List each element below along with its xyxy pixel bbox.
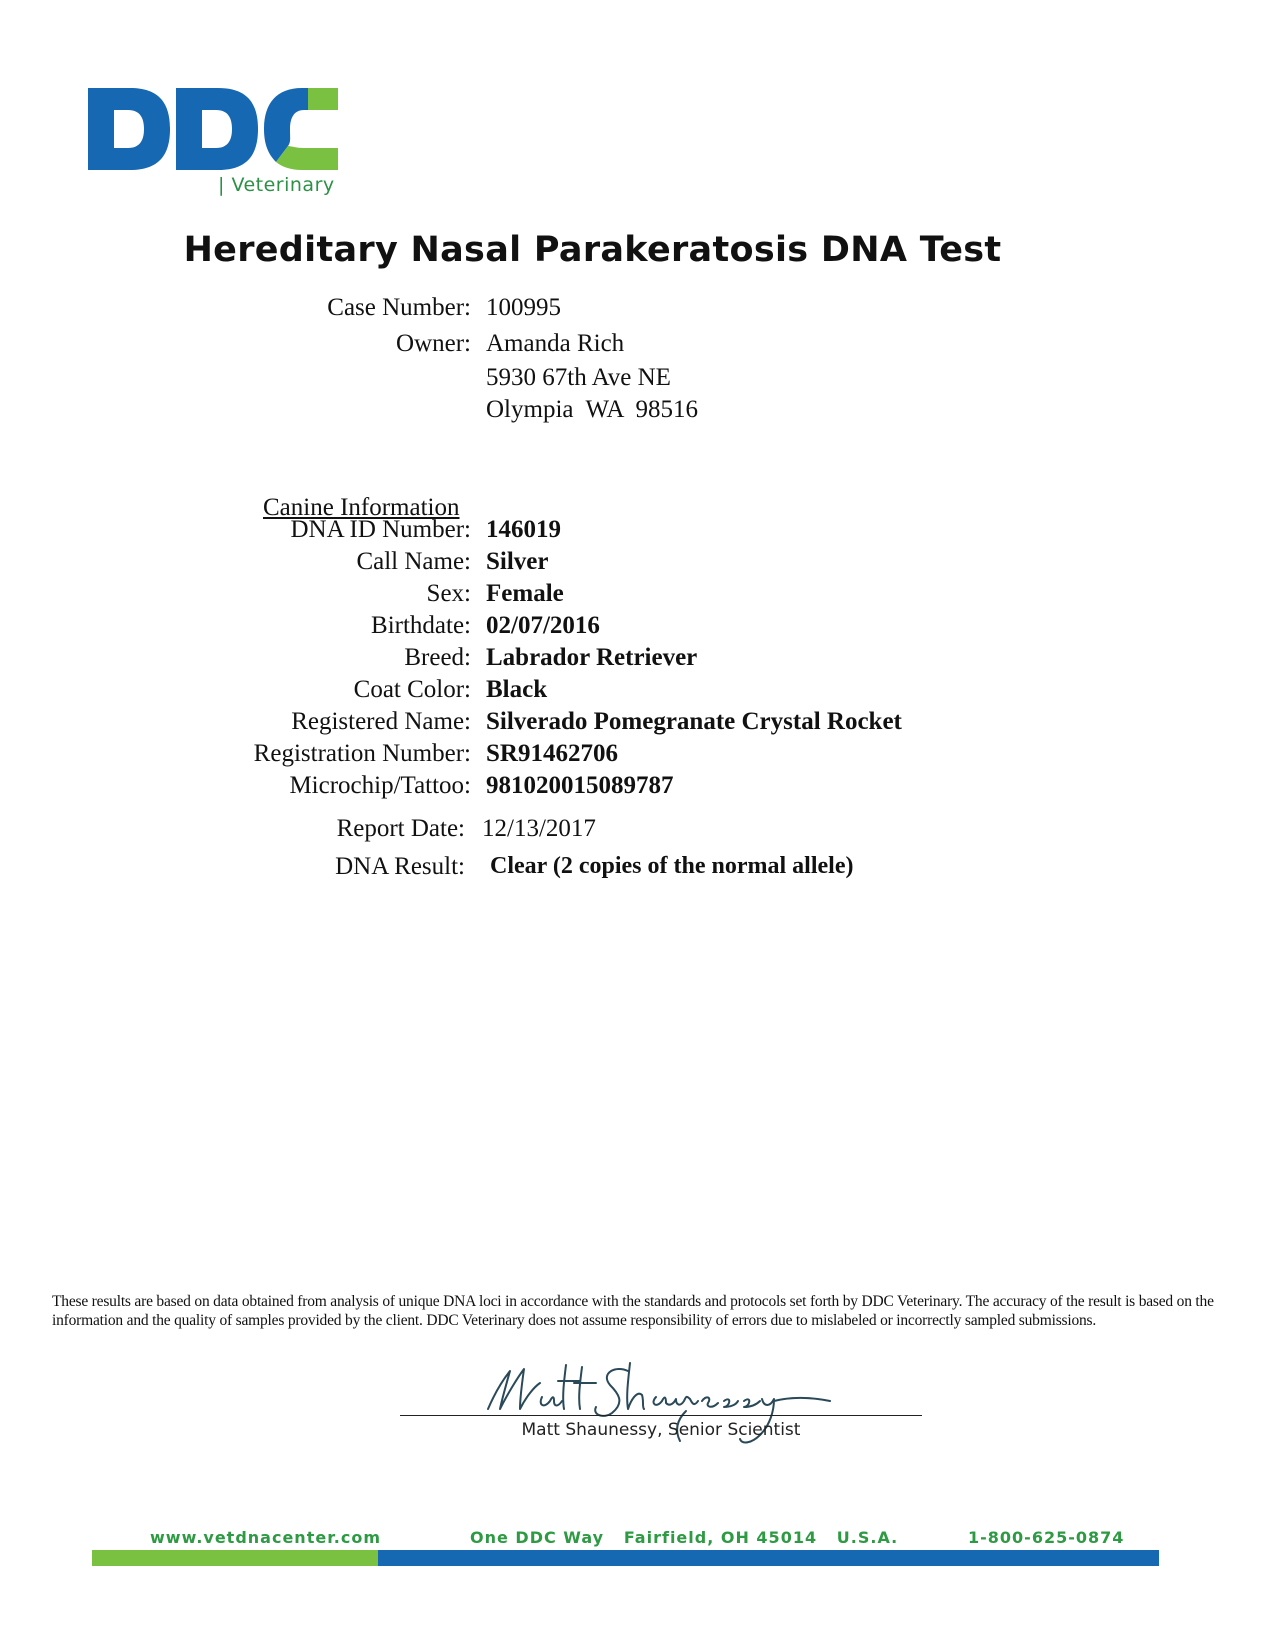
owner-label: Owner: [396,330,471,357]
ddc-veterinary-logo [88,88,358,213]
birthdate-label: Birthdate: [371,612,471,639]
report-date-value: 12/13/2017 [482,815,596,842]
sex-label: Sex: [426,580,471,607]
coat-color-label: Coat Color: [353,676,471,703]
footer-bar-green [92,1550,378,1566]
microchip-value: 981020015089787 [486,772,674,799]
registration-number-label: Registration Number: [253,740,471,767]
dna-result-value: Clear (2 copies of the normal allele) [490,853,854,879]
report-date-label: Report Date: [336,815,465,842]
footer-website: www.vetdnacenter.com [150,1528,382,1547]
case-number-value: 100995 [486,294,561,321]
disclaimer-text: These results are based on data obtained from analysis of unique DNA loci in accordance with the standards and protocols set forth by DDC Veterinary. The accuracy of the result is based on the information and the quality of samples provided by the client. DDC Veterinary does not assume responsibility of errors due to mislabeled or incorrectly sampled submissions. [52,1293,1214,1329]
signatory-name: Matt Shaunessy, Senior Scientist [521,1420,801,1440]
owner-address-line2: Olympia WA 98516 [486,396,699,423]
registered-name-label: Registered Name: [291,708,471,735]
case-number-label: Case Number: [327,294,471,321]
logo-subtitle: | Veterinary [218,174,335,196]
ddc-logo-mark [88,88,358,170]
registered-name-value: Silverado Pomegranate Crystal Rocket [486,708,902,735]
footer-address: One DDC Way Fairfield, OH 45014 U.S.A. [470,1528,899,1547]
breed-label: Breed: [404,644,471,671]
coat-color-value: Black [486,676,548,703]
sex-value: Female [486,580,564,607]
owner-name: Amanda Rich [486,330,625,357]
document-title-text: Hereditary Nasal Parakeratosis DNA Test [183,230,1002,270]
owner-address-line1: 5930 67th Ave NE [486,364,671,391]
signature-line [400,1415,922,1416]
dna-id-label: DNA ID Number: [290,516,471,543]
dna-result-label: DNA Result: [335,853,465,880]
registration-number-value: SR91462706 [486,740,618,767]
document-title [0,230,1275,270]
footer-bar-blue [378,1550,1159,1566]
canine-info-heading: Canine Information [263,494,460,521]
birthdate-value: 02/07/2016 [486,612,600,639]
microchip-label: Microchip/Tattoo: [289,772,471,799]
call-name-label: Call Name: [356,548,471,575]
call-name-value: Silver [486,548,549,575]
footer-phone: 1-800-625-0874 [968,1528,1125,1547]
breed-value: Labrador Retriever [486,644,698,671]
dna-id-value: 146019 [486,516,561,543]
